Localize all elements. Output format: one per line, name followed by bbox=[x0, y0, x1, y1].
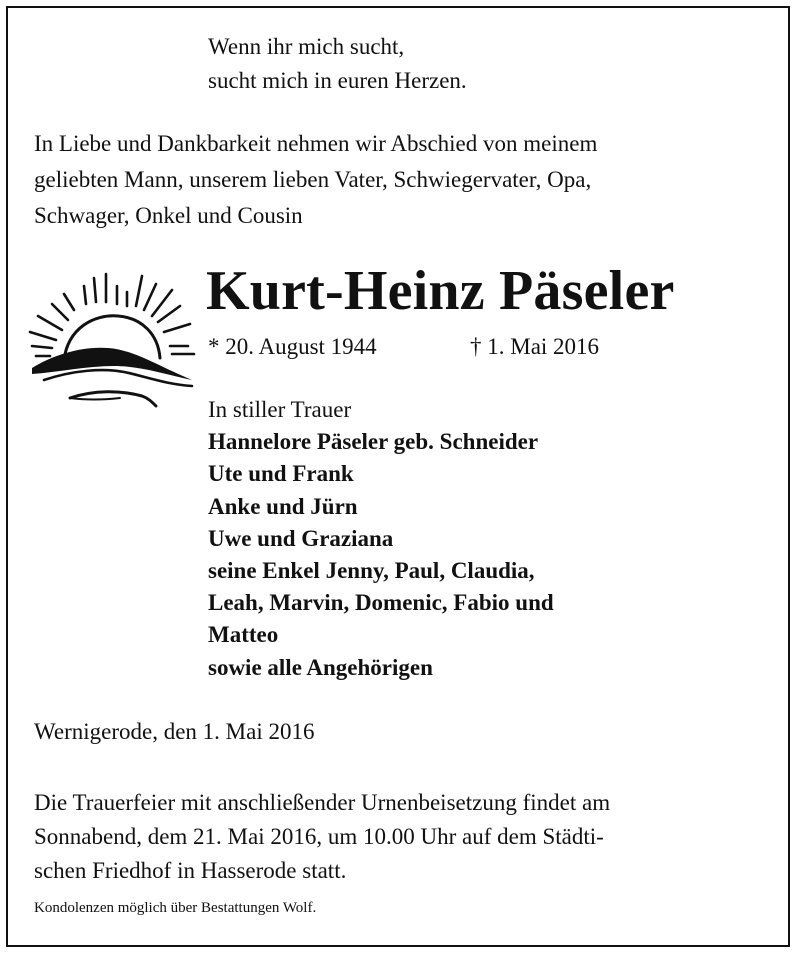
intro-line: geliebten Mann, unserem lieben Vater, Schwiegervater, Opa, bbox=[34, 167, 592, 192]
funeral-line: Sonnabend, dem 21. Mai 2016, um 10.00 Uhr auf dem Städti- bbox=[34, 824, 604, 849]
poem-line: Wenn ihr mich sucht, bbox=[208, 34, 405, 59]
mourner-line: Matteo bbox=[208, 622, 279, 648]
mourners-intro: In stiller Trauer bbox=[208, 397, 352, 422]
mourner-line: Uwe und Graziana bbox=[208, 525, 394, 551]
mourner-line: Leah, Marvin, Domenic, Fabio und bbox=[208, 590, 554, 616]
intro-line: Schwager, Onkel und Cousin bbox=[34, 203, 303, 228]
mourner-line: Ute und Frank bbox=[208, 461, 354, 487]
intro-text bbox=[34, 126, 774, 234]
life-dates bbox=[208, 330, 600, 364]
funeral-notice bbox=[34, 786, 610, 888]
deceased-name: Kurt-Heinz Päseler bbox=[206, 260, 675, 322]
funeral-line: schen Friedhof in Hasserode statt. bbox=[34, 858, 347, 883]
intro-line: In Liebe und Dankbarkeit nehmen wir Abschied von meinem bbox=[34, 131, 598, 156]
mourner-line: sowie alle Angehörigen bbox=[208, 654, 433, 680]
condolence-note: Kondolenzen möglich über Bestattungen Wolf. bbox=[34, 900, 317, 916]
mourner-line: seine Enkel Jenny, Paul, Claudia, bbox=[208, 558, 535, 584]
mourner-line: Hannelore Päseler geb. Schneider bbox=[208, 429, 539, 455]
sunset-over-hills-icon bbox=[24, 268, 200, 416]
funeral-line: Die Trauerfeier mit anschließender Urnenbeisetzung findet am bbox=[34, 790, 611, 815]
death-date: † 1. Mai 2016 bbox=[470, 334, 600, 359]
birth-date: * 20. August 1944 bbox=[208, 334, 377, 359]
poem bbox=[208, 30, 467, 98]
mourners-block bbox=[208, 394, 554, 684]
place-and-date: Wernigerode, den 1. Mai 2016 bbox=[34, 719, 315, 744]
poem-line: sucht mich in euren Herzen. bbox=[208, 68, 467, 93]
mourner-line: Anke und Jürn bbox=[208, 493, 358, 519]
